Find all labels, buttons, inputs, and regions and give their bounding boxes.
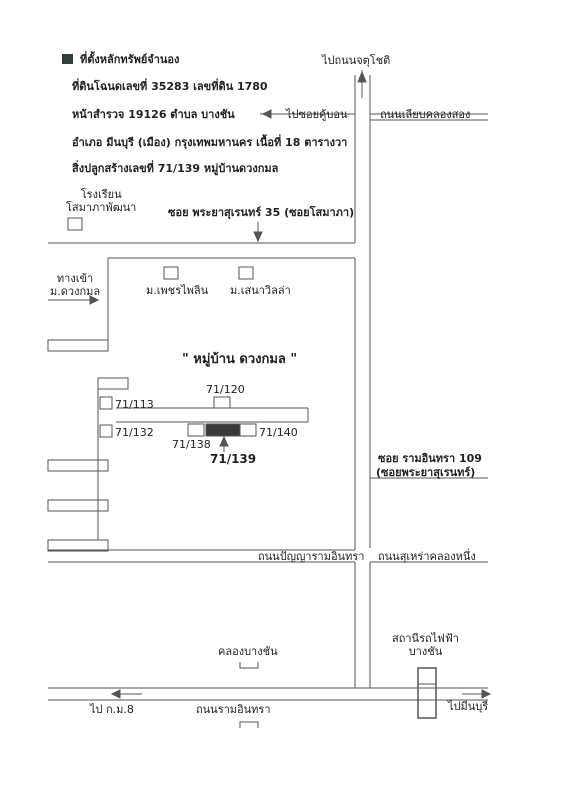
label-house-71-113: 71/113 <box>115 398 154 411</box>
arrow-khubon-head <box>263 110 271 118</box>
label-house-71-140: 71/140 <box>259 426 298 439</box>
legend-line-district: อำเภอ มีนบุรี (เมือง) กรุงเทพมหานคร เนื้อที่ 18 ตารางวา <box>72 136 348 149</box>
legend-line-survey: หน้าสำรวจ 19126 ตำบล บางชัน <box>72 108 235 121</box>
label-house-71-138: 71/138 <box>172 438 211 451</box>
label-entrance: ทางเข้า ม.ดวงกมล <box>50 272 101 298</box>
label-to-km8: ไป ก.ม.8 <box>90 703 134 716</box>
label-m-sena: ม.เสนาวิลล่า <box>230 284 291 297</box>
target-plot <box>206 424 240 436</box>
label-khlong-bang-chan: คลองบางชัน <box>218 645 278 658</box>
legend-line-deed: ที่ดินโฉนดเลขที่ 35283 เลขที่ดิน 1780 <box>72 80 268 93</box>
legend-line-building: สิ่งปลูกสร้างเลขที่ 71/139 หมู่บ้านดวงกมล <box>72 162 279 175</box>
label-to-chatuchot: ไปถนนจตุโชติ <box>322 54 391 67</box>
legend-title: ที่ตั้งหลักทรัพย์จำนอง <box>80 53 180 66</box>
label-road-liap-khlong-song: ถนนเลียบคลองสอง <box>380 108 471 121</box>
label-soi-ram-109: ซอย รามอินทรา 109 <box>378 452 482 465</box>
label-house-71-132: 71/132 <box>115 426 154 439</box>
label-soi-phraya: ซอย พระยาสุเรนทร์ 35 (ซอยโสมาภา) <box>168 206 355 219</box>
station-box <box>418 668 436 718</box>
label-to-minburi: ไปมีนบุรี <box>448 700 489 713</box>
label-house-71-139: 71/139 <box>210 452 257 466</box>
arrow-up-head <box>358 72 366 82</box>
label-soi-ram-109-sub: (ซอยพระยาสุเรนทร์) <box>376 466 476 479</box>
label-road-suea-sai: ถนนสุเหร่าคลองหนึ่ง <box>378 550 476 563</box>
label-village: " หมู่บ้าน ดวงกมล " <box>182 352 298 367</box>
school-box <box>68 218 82 230</box>
label-house-71-120: 71/120 <box>206 383 245 396</box>
label-road-ramintra: ถนนรามอินทรา <box>196 703 271 716</box>
label-school: โรงเรียน โสมาภาพัฒนา <box>66 188 137 214</box>
legend-marker <box>62 54 73 64</box>
label-road-panya: ถนนปัญญารามอินทรา <box>258 550 365 563</box>
label-to-soi-khubon: ไปซอยคู้บอน <box>286 108 348 121</box>
label-station: สถานีรถไฟฟ้า บางชัน <box>392 632 459 658</box>
label-m-phetchara: ม.เพชรไพลิน <box>146 284 209 297</box>
